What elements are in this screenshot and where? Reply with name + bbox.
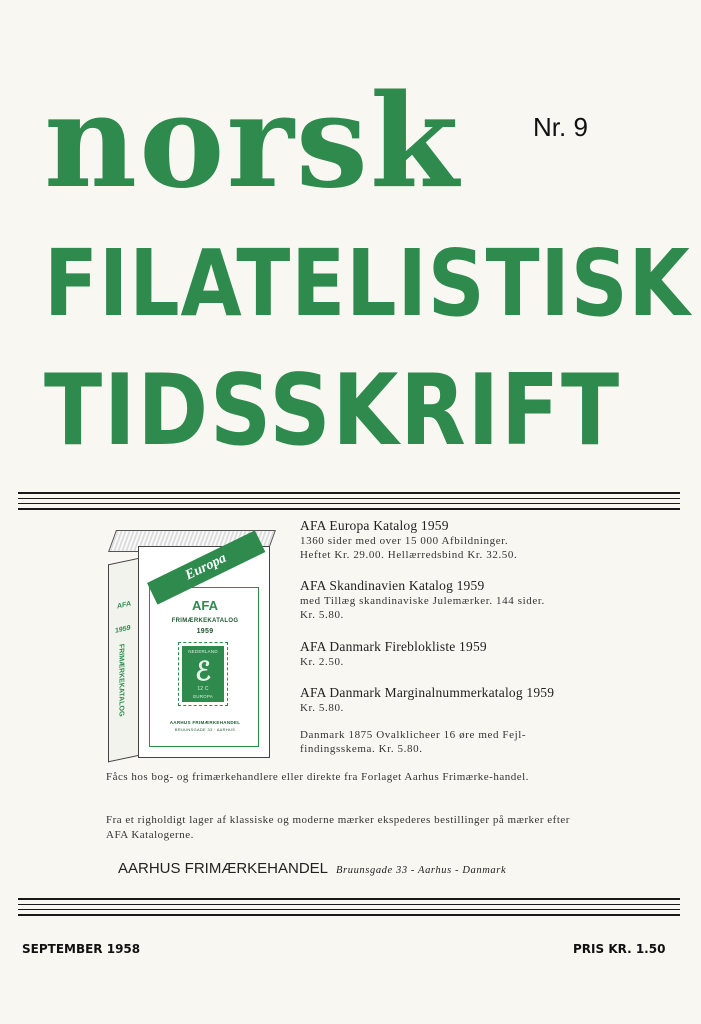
ad-line: Kr. 2.50. bbox=[300, 656, 344, 668]
body-paragraph-2: Fra et righoldigt lager af klassiske og moderne mærker ekspederes bestillinger på mærker efter AFA Katalogerne. bbox=[106, 814, 570, 841]
cover-publisher: AARHUS FRIMÆRKEHANDEL bbox=[169, 720, 241, 725]
stamp-europa: EUROPA bbox=[193, 694, 213, 699]
ad-title: AFA Danmark Marginalnummerkatalog 1959 bbox=[300, 685, 555, 700]
spine-brand: AFA bbox=[117, 600, 131, 611]
publisher-name: AARHUS FRIMÆRKEHANDEL bbox=[118, 860, 329, 877]
publisher-line bbox=[118, 860, 506, 877]
stamp-e-symbol-icon: ℰ bbox=[195, 656, 211, 686]
ad-ovalklicheer bbox=[300, 728, 526, 756]
bottom-rule-3 bbox=[18, 909, 680, 910]
top-rule-3 bbox=[18, 503, 680, 504]
spine-year: 1959 bbox=[115, 624, 131, 635]
ad-title: AFA Europa Katalog 1959 bbox=[300, 518, 449, 533]
ad-line: Kr. 5.80. bbox=[300, 609, 344, 621]
cover-catalog-title: FRIMÆRKEKATALOG bbox=[171, 618, 239, 624]
stamp-value: 12 C bbox=[197, 686, 209, 692]
top-rule-4 bbox=[18, 508, 680, 510]
ad-line: med Tillæg skandinaviske Julemærker. 144 sider. bbox=[300, 595, 545, 607]
masthead-tidsskrift: TIDSSKRIFT bbox=[44, 354, 621, 468]
ad-line: 1360 sider med over 15 000 Afbildninger. bbox=[300, 535, 509, 547]
cover-publisher-address: BRUUNSGADE 33 · AARHUS bbox=[174, 727, 236, 732]
publisher-address: Bruunsgade 33 - Aarhus - Danmark bbox=[336, 865, 507, 876]
masthead-filatelistisk: FILATELISTISK bbox=[44, 230, 691, 337]
ad-marginalnummer bbox=[300, 685, 554, 715]
spine-title: FRIMÆRKEKATALOG bbox=[117, 643, 125, 718]
top-rule-2 bbox=[18, 498, 680, 499]
ad-line: Kr. 5.80. bbox=[300, 702, 344, 714]
ad-line: Danmark 1875 Ovalklicheer 16 øre med Fejl- bbox=[300, 729, 527, 741]
bottom-rule-4 bbox=[18, 914, 680, 916]
cover-frame bbox=[149, 587, 259, 747]
ad-title: AFA Danmark Fireblokliste 1959 bbox=[300, 639, 487, 654]
body-paragraph-1: Fåcs hos bog- og frimærkehandlere eller direkte fra Forlaget Aarhus Frimærke-handel. bbox=[106, 771, 529, 783]
ad-line: Heftet Kr. 29.00. Hellærredsbind Kr. 32.50. bbox=[300, 549, 518, 561]
book-spine bbox=[108, 558, 138, 762]
europa-stamp bbox=[178, 642, 228, 706]
afa-logo: AFA bbox=[192, 598, 218, 613]
issue-date: SEPTEMBER 1958 bbox=[22, 942, 141, 956]
ad-skandinavien bbox=[300, 578, 545, 622]
europa-banner: Europa bbox=[147, 530, 265, 604]
ad-line: findingsskema. Kr. 5.80. bbox=[300, 743, 423, 755]
stamp-country: NEDERLAND bbox=[188, 649, 218, 654]
bottom-rule-1 bbox=[18, 898, 680, 900]
ad-title: AFA Skandinavien Katalog 1959 bbox=[300, 578, 485, 593]
catalog-book-illustration bbox=[108, 526, 270, 760]
top-rule-1 bbox=[18, 492, 680, 494]
ad-europa bbox=[300, 518, 517, 562]
book-cover bbox=[138, 546, 270, 758]
bottom-rule-2 bbox=[18, 904, 680, 905]
cover-year: 1959 bbox=[196, 628, 214, 635]
issue-number: Nr. 9 bbox=[533, 112, 588, 142]
masthead-norsk: norsk bbox=[44, 67, 461, 217]
issue-price: PRIS KR. 1.50 bbox=[573, 942, 666, 956]
ad-fireblokliste bbox=[300, 639, 487, 669]
